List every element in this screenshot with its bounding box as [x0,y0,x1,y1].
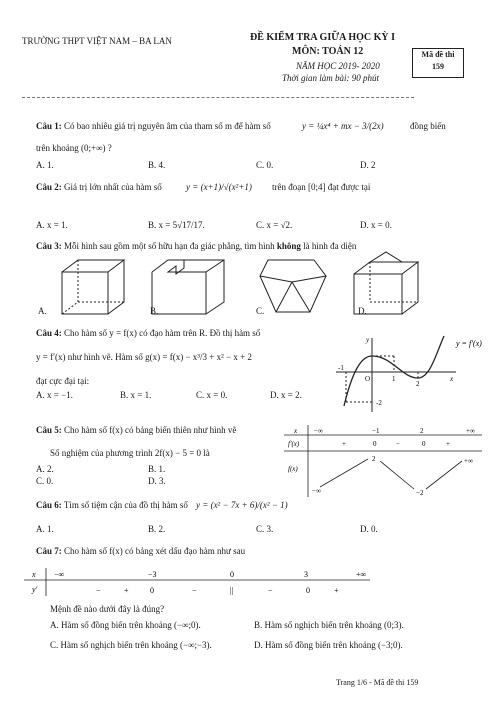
q2-option-d[interactable]: D. x = 0. [360,220,392,230]
q1-option-b[interactable]: B. 4. [148,160,166,170]
q4-curve [344,336,444,406]
q6-option-b[interactable]: B. 2. [148,524,166,534]
q5-sign-2: − [396,440,400,448]
q7-x-val-1: −3 [148,570,157,579]
q4-stem [36,328,260,339]
q5-variation-arrows [320,459,462,489]
q4-derivative-graph [332,334,482,416]
q4-line3: đạt cực đại tại: [36,376,90,386]
subject: MÔN: TOÁN 12 [292,46,364,57]
q4-option-c[interactable]: C. x = 0. [196,390,228,400]
q7-stem [36,546,245,557]
q6-option-c[interactable]: C. 3. [256,524,274,534]
q5-x-label: x [294,427,298,435]
q1-option-c[interactable]: C. 0. [256,160,274,170]
header-divider [22,97,414,98]
exam-title: ĐỀ KIỂM TRA GIỮA HỌC KỲ I [250,32,396,43]
q5-label: Câu 5: [36,425,62,435]
q2-tail: trên đoạn [0;4] đạt được tại [272,182,371,192]
q5-text: Cho hàm số f(x) có bảng biến thiên như hình vẽ [64,425,237,435]
q6-stem [36,500,188,511]
q5-f-val-0: −∞ [312,487,321,495]
q7-option-a[interactable]: A. Hàm số đồng biến trên khoảng (−∞;0). [50,620,201,630]
q1-tail: đồng biến [410,121,446,131]
q5-sign-0: + [342,440,346,448]
q6-text: Tìm số tiệm cận của đồ thị hàm số [63,500,188,510]
q3-option-b[interactable]: B. [150,306,159,316]
q5-option-c[interactable]: C. 0. [36,476,54,486]
q7-sign-7: + [334,586,339,595]
q3-figure-a-cube [60,258,130,316]
q3-label: Câu 3: [36,241,62,251]
q4-option-a[interactable]: A. x = −1. [36,390,73,400]
q5-option-b[interactable]: B. 1. [148,464,166,474]
q4-tick-neg2: -2 [376,399,382,407]
q1-option-d[interactable]: D. 2 [360,160,376,170]
exam-code-value: 159 [432,62,444,71]
q7-y-label: y′ [32,585,38,594]
q7-x-val-3: 3 [304,570,308,579]
q4-text: Cho hàm số y = f(x) có đạo hàm trên R. Đồ thị hàm số [64,328,261,338]
q7-sign-6: 0 [306,586,310,595]
q7-sign-2: 0 [150,586,154,595]
q5-f-val-2: −2 [416,489,424,497]
q7-x-val-0: −∞ [54,570,65,579]
q3-option-d[interactable]: D. [358,306,367,316]
q7-sign-3: − [192,586,197,595]
q7-x-val-2: 0 [230,570,234,579]
q4-option-d[interactable]: D. x = 2. [270,390,302,400]
q4-y-label: y [366,336,370,344]
q7-sign-5: − [268,586,273,595]
page-footer: Trang 1/6 - Mã đề thi 159 [336,678,419,687]
q2-stem [36,182,162,193]
q1-formula: y = ¼x⁴ + mx − 3/(2x) [302,121,384,131]
exam-code-box [412,48,464,78]
q6-option-a[interactable]: A. 1. [36,524,54,534]
q1-option-a[interactable]: A. 1. [36,160,54,170]
q5-option-a[interactable]: A. 2. [36,464,54,474]
q1-label: Câu 1: [36,121,62,131]
q2-formula: y = (x+1)/√(x²+1) [186,182,252,192]
q1-text: Có bao nhiêu giá trị nguyên âm của tham số m để hàm số [64,121,271,131]
q1-stem [36,121,271,132]
q4-label: Câu 4: [36,328,62,338]
school-year: NĂM HỌC 2019- 2020 [296,61,380,71]
q5-sign-1: 0 [373,440,377,448]
q7-label: Câu 7: [36,546,62,556]
q4-tick-neg1: -1 [338,364,344,372]
q2-option-c[interactable]: C. x = √2. [256,220,293,230]
q5-option-d[interactable]: D. 3. [148,476,166,486]
q7-option-d[interactable]: D. Hàm số đồng biến trên khoảng (−3;0). [254,640,403,650]
q2-option-b[interactable]: B. x = 5√17/17. [148,220,205,230]
q4-origin: O [365,375,371,383]
q6-option-d[interactable]: D. 0. [360,524,378,534]
q3-figure-b-notched-box [150,256,230,316]
q7-sign-0: − [96,586,101,595]
duration: Thời gian làm bài: 90 phút [282,73,380,83]
q4-option-b[interactable]: B. x = 1. [120,390,152,400]
q2-option-a[interactable]: A. x = 1. [36,220,68,230]
q5-x-val-3: +∞ [466,427,475,435]
q3-figure-c-frustum [258,258,330,316]
q5-f-val-3: +∞ [464,457,473,465]
q3-option-c[interactable]: C. [256,306,265,316]
q7-option-c[interactable]: C. Hàm số nghịch biến trên khoảng (−∞;−3). [50,640,212,650]
q5-x-val-2: 2 [420,427,424,435]
q6-formula: y = (x² − 7x + 6)/(x² − 1) [196,500,288,510]
q5-line2: Số nghiệm của phương trình 2f(x) − 5 = 0 là [50,448,210,458]
q4-x-label: x [450,375,454,383]
q4-curve-label: y = f′(x) [456,339,482,348]
q5-f-val-1: 2 [372,455,376,463]
q5-x-val-0: −∞ [314,427,323,435]
q7-option-b[interactable]: B. Hàm số nghịch biến trên khoảng (0;3). [254,620,404,630]
q4-line2: y = f′(x) như hình vẽ. Hàm số g(x) = f(x) − x³/3 + x² − x + 2 [36,352,252,362]
q3-text-a: Mỗi hình sau gồm một số hữu hạn đa giác phẳng, tìm hình [64,241,275,251]
q2-label: Câu 2: [36,182,62,192]
q7-question: Mệnh đề nào dưới đây là đúng? [50,604,165,614]
q7-sign-table [24,566,374,600]
q5-sign-4: + [446,440,450,448]
q3-emph: không [276,241,301,251]
exam-code-label: Mã đề thi [421,50,455,59]
q5-f-label: f(x) [288,465,298,473]
q7-text: Cho hàm số f(x) có bảng xét dấu đạo hàm như sau [64,546,246,556]
q5-variation-table [284,423,484,499]
q5-x-val-1: −1 [372,427,380,435]
q3-option-a[interactable]: A. [38,306,47,316]
q3-stem [36,241,356,252]
school-name: TRƯỜNG THPT VIỆT NAM – BA LAN [22,36,172,46]
q7-sign-1: + [124,586,129,595]
q1-line2: trên khoảng (0;+∞) ? [36,143,112,153]
q5-sign-3: 0 [422,440,426,448]
q6-label: Câu 6: [36,500,62,510]
q5-stem [36,425,236,436]
q4-tick-1: 1 [392,375,396,383]
q2-text: Giá trị lớn nhất của hàm số [64,182,162,192]
q3-text-b: là hình đa diện [303,241,357,251]
q7-x-label: x [32,570,36,579]
q5-deriv-label: f′(x) [288,440,300,448]
q7-sign-4: || [230,586,234,595]
q7-x-val-4: +∞ [356,570,367,579]
q4-tick-2: 2 [416,380,420,388]
